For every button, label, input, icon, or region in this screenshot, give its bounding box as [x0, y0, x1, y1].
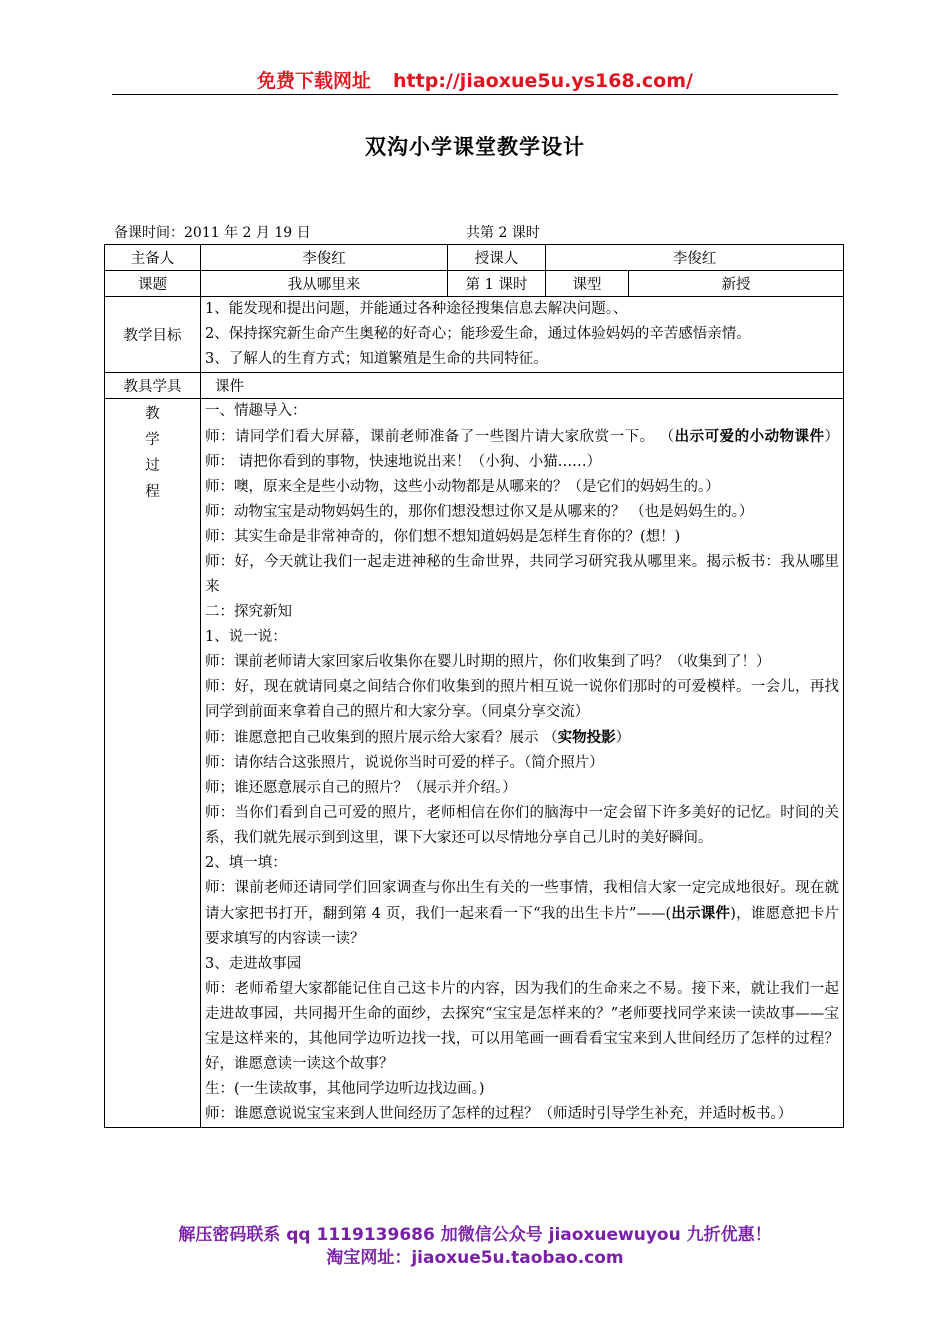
header-download-link[interactable] — [112, 66, 838, 93]
process-line: 师：好，现在就请同桌之间结合你们收集到的照片相互说一说你们那时的可爱模样。一会儿，再找同学到前面来拿着自己的照片和大家分享。（同桌分享交流） — [205, 679, 839, 720]
process-line: 师；谁还愿意展示自己的照片？（展示并介绍。） — [205, 780, 517, 796]
process-line: 师：谁愿意说说宝宝来到人世间经历了怎样的过程？（师适时引导学生补充，并适时板书。） — [205, 1106, 793, 1122]
process-line: 3、走进故事园 — [205, 956, 302, 972]
preparer-label: 主备人 — [105, 245, 201, 271]
process-line: 2、填一填： — [205, 855, 287, 871]
footer-shop-link[interactable]: 淘宝网址：jiaoxue5u.taobao.com — [326, 1248, 624, 1268]
process-line: 1、说一说： — [205, 629, 287, 645]
type-value: 新授 — [629, 271, 844, 297]
prep-time: 备课时间：2011 年 2 月 19 日 — [114, 225, 311, 241]
teacher-value: 李俊红 — [546, 245, 844, 271]
tools-label: 教具学具 — [105, 373, 201, 399]
process-line: 师：请你结合这张照片，说说你当时可爱的样子。（简介照片） — [205, 755, 604, 771]
topic-value: 我从哪里来 — [201, 271, 448, 297]
lesson-plan-table — [104, 244, 844, 1128]
process-line: 师：谁愿意把自己收集到的照片展示给大家看？展示 （实物投影） — [205, 729, 631, 746]
header-divider — [112, 94, 838, 95]
footer-contact: 解压密码联系 qq 1119139686 加微信公众号 jiaoxuewuyou 九折优惠！ — [178, 1225, 772, 1245]
process-line: 一、情趣导入： — [205, 403, 307, 419]
process-line: 师：其实生命是非常神奇的，你们想不想知道妈妈是怎样生育你的？(想！) — [205, 529, 681, 545]
header-url[interactable]: http://jiaoxue5u.ys168.com/ — [393, 70, 693, 92]
page-title: 双沟小学课堂教学设计 — [365, 135, 585, 159]
process-line: 师：当你们看到自己可爱的照片，老师相信在你们的脑海中一定会留下许多美好的记忆。时间的关系，我们就先展示到到这里，课下大家还可以尽情地分享自己儿时的美好瞬间。 — [205, 805, 839, 846]
process-line: 师：噢，原来全是些小动物，这些小动物都是从哪来的？（是它们的妈妈生的。） — [205, 479, 720, 495]
process-line: 师：老师希望大家都能记住自己这卡片的内容，因为我们的生命来之不易。接下来，就让我们一起走进故事园，共同揭开生命的面纱，去探究“宝宝是怎样来的？”老师要找同学来读一读故事——宝宝是这样来的，其他同学边听边找一找，可以用笔画一画看看宝宝来到人世间经历了怎样的过程？好，谁愿意读一读这个故事？ — [205, 981, 839, 1072]
header-label: 免费下载网址 — [257, 70, 372, 92]
teacher-label: 授课人 — [448, 245, 546, 271]
goal-item: 2、保持探究新生命产生奥秘的好奇心；能珍爱生命，通过体验妈妈的辛苦感悟亲情。 — [205, 326, 751, 342]
process-line: 师：好，今天就让我们一起走进神秘的生命世界，共同学习研究我从哪里来。揭示板书：我从哪里来 — [205, 554, 839, 595]
process-line: 师：动物宝宝是动物妈妈生的，那你们想没想过你又是从哪来的？ （也是妈妈生的。） — [205, 504, 754, 520]
table-row — [105, 271, 844, 297]
goal-item: 1、能发现和提出问题，并能通过各种途径搜集信息去解决问题。、 — [205, 301, 628, 317]
table-row — [105, 399, 844, 1128]
topic-label: 课题 — [105, 271, 201, 297]
type-label: 课型 — [546, 271, 629, 297]
process-line: 二：探究新知 — [205, 604, 292, 620]
goals-content — [201, 297, 844, 373]
goals-label: 教学目标 — [105, 297, 201, 373]
table-row — [105, 297, 844, 373]
table-row — [105, 373, 844, 399]
goal-item: 3、了解人的生育方式；知道繁殖是生命的共同特征。 — [205, 351, 548, 367]
process-line: 生：(一生读故事，其他同学边听边找边画。) — [205, 1081, 485, 1097]
preparer-value: 李俊红 — [201, 245, 448, 271]
process-label: 教 学 过 程 — [105, 399, 201, 1128]
lesson-number: 第 1 课时 — [448, 271, 546, 297]
process-line: 师：请同学们看大屏幕，课前老师准备了一些图片请大家欣赏一下。 （出示可爱的小动物课件） 师： 请把你看到的事物，快速地说出来！（小狗、小猫……） — [205, 428, 840, 470]
process-content — [201, 399, 844, 1128]
total-lessons: 共第 2 课时 — [466, 225, 540, 241]
process-line: 师：课前老师请大家回家后收集你在婴儿时期的照片，你们收集到了吗？（收集到了！） — [205, 654, 771, 670]
tools-value: 课件 — [201, 373, 844, 399]
table-row — [105, 245, 844, 271]
process-line: 师：课前老师还请同学们回家调查与你出生有关的一些事情，我相信大家一定完成地很好。现在就请大家把书打开，翻到第 4 页，我们一起来看一下“我的出生卡片”——(出示课件)，谁愿意把卡片要求填写的内容读一读？ — [205, 880, 839, 947]
